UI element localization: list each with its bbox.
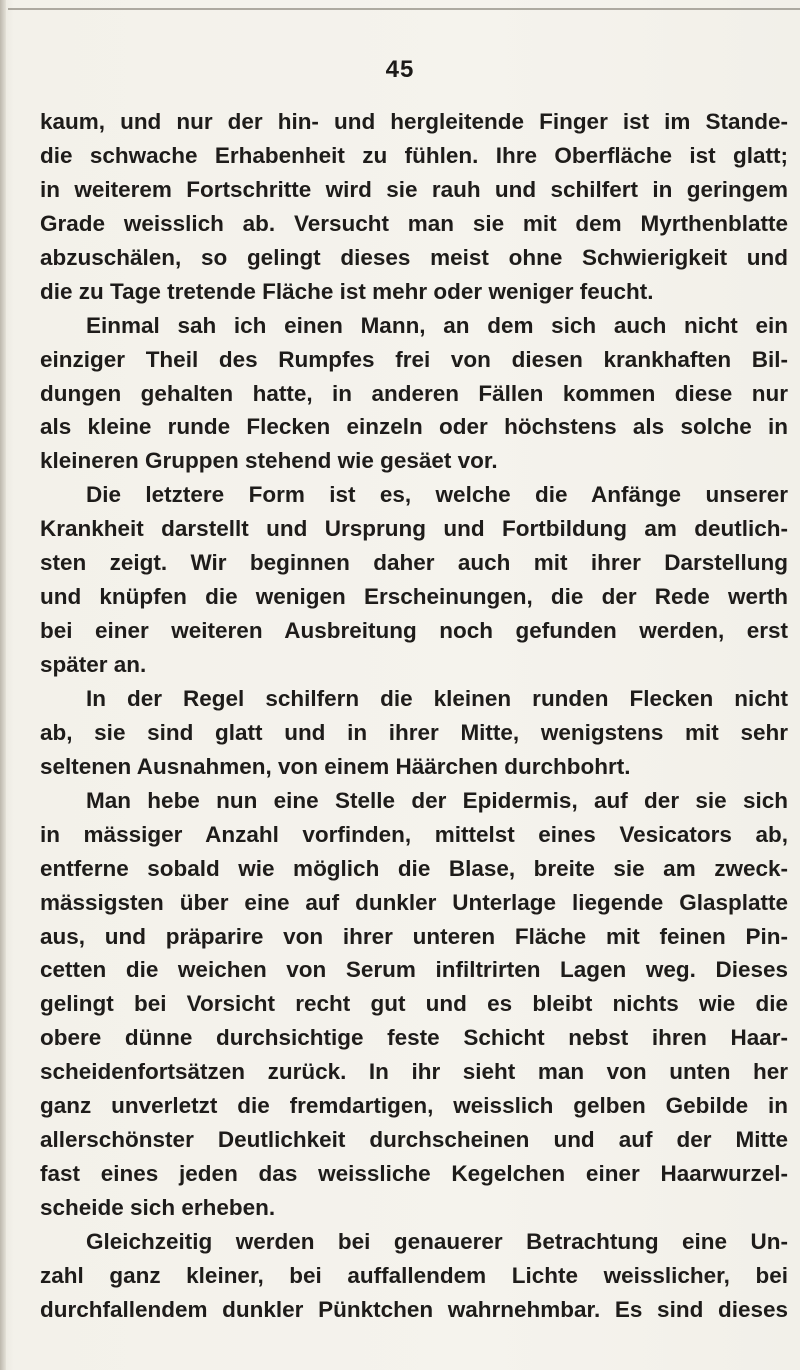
text-line: kaum, und nur der hin- und hergleitende Finger ist im Stande- [40,109,788,134]
text-line: Krankheit darstellt und Ursprung und Fortbildung am deutlich- [40,516,788,542]
text-line: abzuschälen, so gelingt dieses meist ohne Schwierigkeit und [40,244,788,270]
text-line: ab, sie sind glatt und in ihrer Mitte, wenigstens mit sehr [40,719,788,745]
paragraph-end-line: die zu Tage tretende Fläche ist mehr oder weniger feucht. [40,278,654,304]
top-edge-rule [8,8,800,10]
text-line: scheidenfortsätzen zurück. In ihr sieht man von unten her [40,1059,788,1085]
paragraph-start-line: Gleichzeitig werden bei genauerer Betrachtung eine Un- [86,1228,788,1254]
page-number: 45 [385,56,415,83]
text-line: dungen gehalten hatte, in anderen Fällen kommen diese nur [40,380,788,406]
text-line: ganz unverletzt die fremdartigen, weisslich gelben Gebilde in [40,1093,788,1119]
text-line: in mässiger Anzahl vorfinden, mittelst eines Vesicators ab, [40,821,788,847]
text-line: und knüpfen die wenigen Erscheinungen, die der Rede werth [40,584,788,610]
text-line: einziger Theil des Rumpfes frei von diesen krankhaften Bil- [40,346,788,372]
paragraph-end-line: scheide sich erheben. [40,1195,276,1220]
text-line: durchfallendem dunkler Pünktchen wahrnehmbar. Es sind dieses [40,1296,788,1322]
text-line: sten zeigt. Wir beginnen daher auch mit ihrer Darstellung [40,550,788,576]
paragraph-end-line: später an. [40,652,147,677]
text-line: entferne sobald wie möglich die Blase, breite sie am zweck- [40,855,788,881]
body-text [40,105,788,1327]
text-line: als kleine runde Flecken einzeln oder höchstens als solche in [40,414,788,440]
text-line: obere dünne durchsichtige feste Schicht nebst ihren Haar- [40,1025,788,1051]
text-line: cetten die weichen von Serum infiltrirten Lagen weg. Dieses [40,957,788,983]
text-line: in weiterem Fortschritte wird sie rauh und schilfert in geringem [40,176,788,202]
text-line: gelingt bei Vorsicht recht gut und es bleibt nichts wie die [40,991,788,1017]
text-line: mässigsten über eine auf dunkler Unterlage liegende Glasplatte [40,889,788,915]
paragraph-end-line: seltenen Ausnahmen, von einem Häärchen durchbohrt. [40,753,631,779]
text-line: fast eines jeden das weissliche Kegelchen einer Haarwurzel- [40,1161,788,1187]
page-binding-edge [0,0,6,1370]
text-line: aus, und präparire von ihrer unteren Fläche mit feinen Pin- [40,923,788,949]
text-line: bei einer weiteren Ausbreitung noch gefunden werden, erst [40,618,788,644]
paragraph-start-line: Einmal sah ich einen Mann, an dem sich auch nicht ein [86,312,788,338]
paragraph-start-line: Man hebe nun eine Stelle der Epidermis, auf der sie sich [86,787,788,813]
text-line: Grade weisslich ab. Versucht man sie mit dem Myrthenblatte [40,210,788,236]
paragraph-end-line: kleineren Gruppen stehend wie gesäet vor. [40,448,498,474]
text-line: allerschönster Deutlichkeit durchscheinen und auf der Mitte [40,1127,788,1153]
paragraph-start-line: Die letztere Form ist es, welche die Anfänge unserer [86,482,788,508]
text-line: die schwache Erhabenheit zu fühlen. Ihre Oberfläche ist glatt; [40,142,788,168]
paragraph-start-line: In der Regel schilfern die kleinen runden Flecken nicht [86,685,788,711]
text-line: zahl ganz kleiner, bei auffallendem Lichte weisslicher, bei [40,1262,788,1288]
